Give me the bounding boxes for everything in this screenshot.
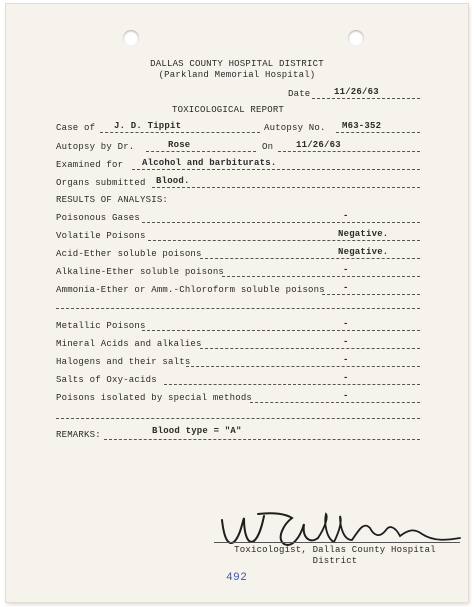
autopsy-by-underline <box>146 151 256 152</box>
analysis-row-underline <box>148 240 420 241</box>
analysis-row-result: Negative. <box>338 247 389 257</box>
organs-submitted-label: Organs submitted <box>56 178 146 188</box>
analysis-row-label: Alkaline-Ether soluble poisons <box>56 267 225 277</box>
autopsy-by-value: Rose <box>168 140 191 150</box>
analysis-row-result: - <box>343 373 349 383</box>
analysis-row-result: - <box>343 283 349 293</box>
analysis-row-underline <box>142 222 420 223</box>
analysis-row-underline <box>322 294 420 295</box>
date-label: Date <box>288 89 311 99</box>
punch-hole-left <box>123 30 139 46</box>
autopsy-on-label: On <box>262 142 274 152</box>
analysis-row-label: Poisonous Gases <box>56 213 141 223</box>
examined-for-underline <box>132 169 420 170</box>
signature-title: Toxicologist, Dallas County Hospital <box>234 545 436 555</box>
analysis-row-label: Mineral Acids and alkalies <box>56 339 202 349</box>
analysis-row-underline <box>186 366 420 367</box>
analysis-row-label: Salts of Oxy-acids <box>56 375 157 385</box>
header-hospital-district: DALLAS COUNTY HOSPITAL DISTRICT <box>150 59 324 69</box>
analysis-row-label: Poisons isolated by special methods <box>56 393 253 403</box>
results-heading: RESULTS OF ANALYSIS: <box>56 195 169 205</box>
date-value: 11/26/63 <box>334 87 379 97</box>
autopsy-no-label: Autopsy No. <box>264 123 326 133</box>
analysis-row-underline <box>250 402 420 403</box>
analysis-row-underline <box>222 276 420 277</box>
analysis-row-label: Acid-Ether soluble poisons <box>56 249 202 259</box>
remarks-underline <box>104 439 420 440</box>
signature-line <box>214 542 460 543</box>
analysis-row-result: - <box>343 391 349 401</box>
analysis-row-underline <box>164 384 420 385</box>
date-underline <box>312 98 420 99</box>
analysis-row-label: Halogens and their salts <box>56 357 191 367</box>
punch-hole-right <box>348 30 364 46</box>
report-title: TOXICOLOGICAL REPORT <box>172 105 285 115</box>
autopsy-on-value: 11/26/63 <box>296 140 341 150</box>
autopsy-by-label: Autopsy by Dr. <box>56 142 135 152</box>
autopsy-on-underline <box>278 151 420 152</box>
analysis-row-result: - <box>343 211 349 221</box>
case-underline <box>100 132 260 133</box>
analysis-row-result: - <box>343 355 349 365</box>
remarks-value: Blood type = "A" <box>152 426 242 436</box>
analysis-row-underline <box>200 348 420 349</box>
analysis-row-result: - <box>343 337 349 347</box>
analysis-row-label: Metallic Poisons <box>56 321 146 331</box>
analysis-row-label: Volatile Poisons <box>56 231 146 241</box>
analysis-row-label: Ammonia-Ether or Amm.-Chloroform soluble poisons <box>56 285 325 295</box>
examined-for-value: Alcohol and barbiturats. <box>142 158 277 168</box>
autopsy-no-value: M63-352 <box>342 121 382 131</box>
case-label: Case of <box>56 123 96 133</box>
analysis-row-underline <box>200 258 420 259</box>
organs-submitted-value: Blood. <box>156 176 190 186</box>
organs-submitted-underline <box>152 187 420 188</box>
analysis-row-extra-underline <box>56 418 420 419</box>
signature-title-district: District <box>312 556 358 566</box>
header-hospital-name: (Parkland Memorial Hospital) <box>158 70 316 80</box>
analysis-row-result: - <box>343 319 349 329</box>
analysis-row-extra-underline <box>56 308 420 309</box>
analysis-row-result: Negative. <box>338 229 389 239</box>
remarks-label: REMARKS: <box>56 430 101 440</box>
case-value: J. D. Tippit <box>114 121 182 131</box>
page-stamp-number: 492 <box>226 571 248 583</box>
autopsy-no-underline <box>336 132 420 133</box>
analysis-row-underline <box>142 330 420 331</box>
examined-for-label: Examined for <box>56 160 124 170</box>
analysis-row-result: - <box>343 265 349 275</box>
